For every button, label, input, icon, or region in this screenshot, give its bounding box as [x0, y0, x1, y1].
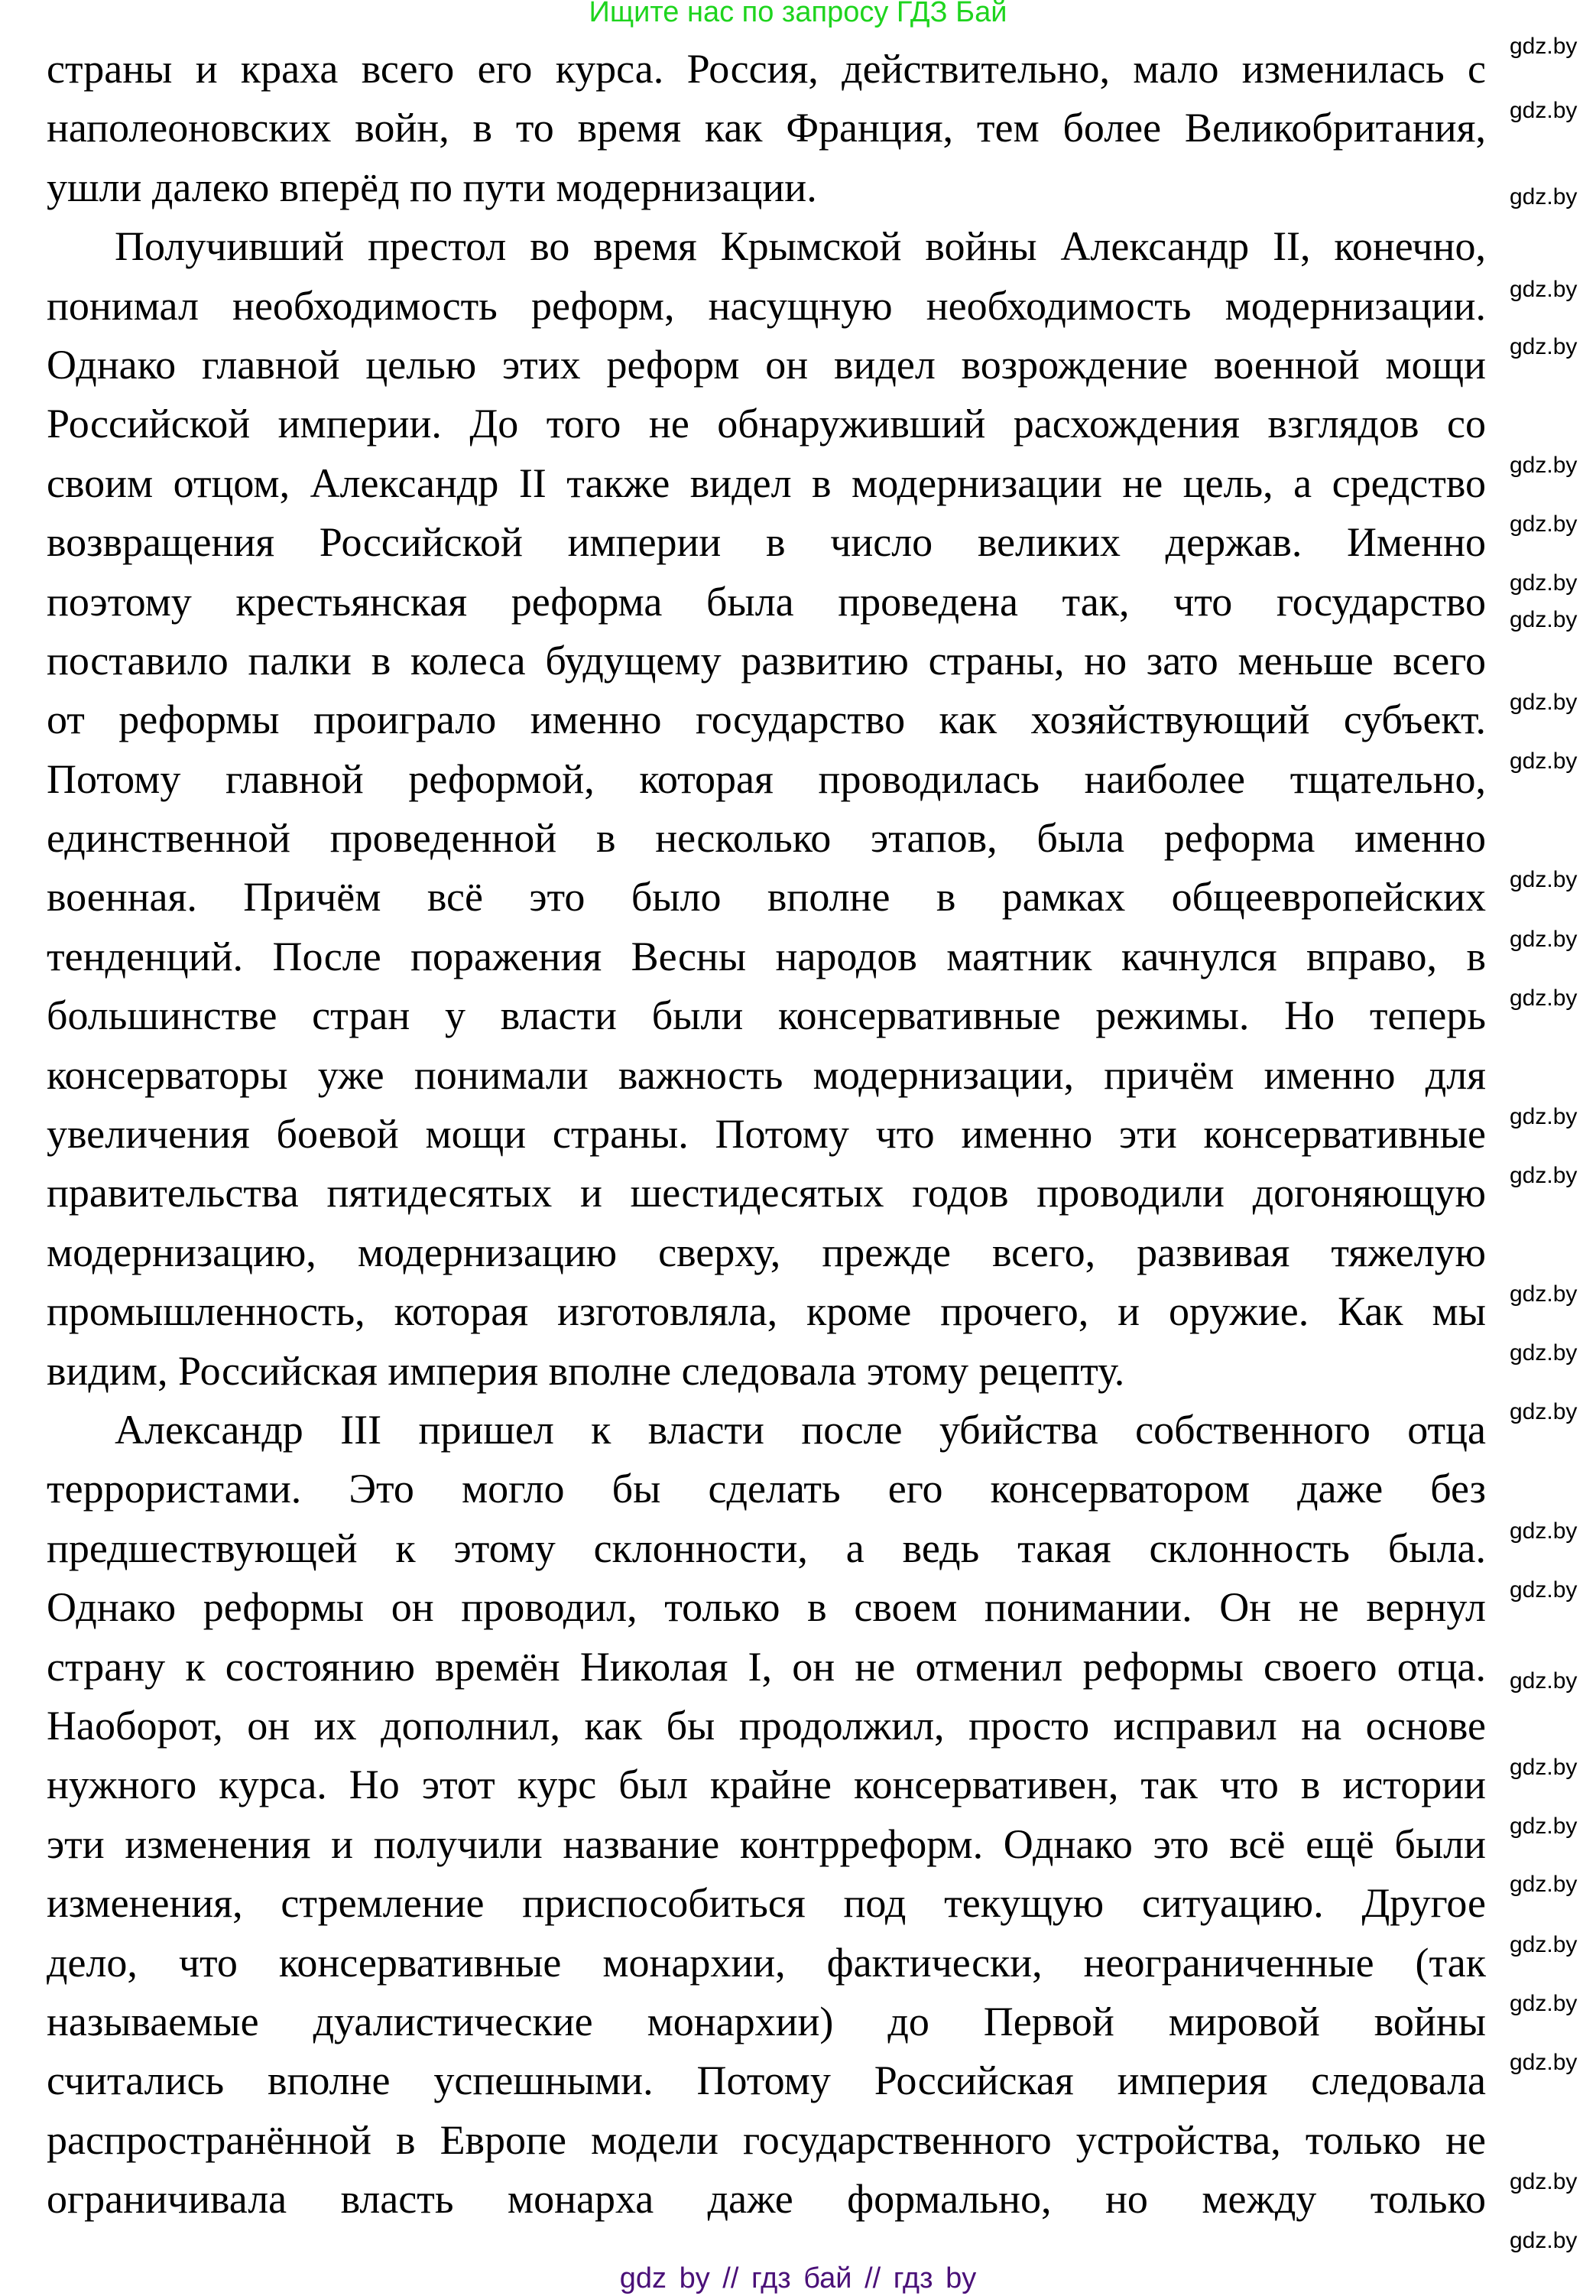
text-line: Однако главной целью этих реформ он видел возрождение военной мощи — [47, 341, 1486, 388]
text-line: ограничивала власть монарха даже формально, но между только — [47, 2176, 1486, 2223]
watermark-text: gdz.by — [1510, 184, 1578, 209]
watermark-text: gdz.by — [1510, 1577, 1578, 1603]
document-body — [47, 40, 1486, 2229]
text-line: распространённой в Европе модели государственного устройства, только не — [47, 2116, 1486, 2163]
text-line: страну к состоянию времён Николая I, он не отменил реформы своего отца. — [47, 1643, 1486, 1690]
watermark-text: gdz.by — [1510, 1872, 1578, 1897]
text-line: от реформы проиграло именно государство как хозяйствующий субъект. — [47, 697, 1486, 743]
watermark-text: gdz.by — [1510, 98, 1578, 123]
text-line: единственной проведенной в несколько этапов, была реформа именно — [47, 815, 1486, 862]
watermark-text: gdz.by — [1510, 1340, 1578, 1366]
watermark-text: gdz.by — [1510, 1104, 1578, 1129]
text-line: своим отцом, Александр II также видел в модернизации не цель, а средство — [47, 460, 1486, 506]
watermark-text: gdz.by — [1510, 1399, 1578, 1424]
watermark-text: gdz.by — [1510, 453, 1578, 478]
text-line: эти изменения и получили название контрреформ. Однако это всё ещё были — [47, 1820, 1486, 1867]
site-footer: gdz by // гдз бай // гдз by — [619, 2262, 977, 2294]
text-line: ушли далеко вперёд по пути модернизации. — [47, 164, 817, 210]
text-line: считались вполне успешными. Потому Российская империя следовала — [47, 2057, 1486, 2104]
text-line: военная. Причём всё это было вполне в рамках общеевропейских — [47, 874, 1486, 921]
watermark-text: gdz.by — [1510, 277, 1578, 302]
watermark-text: gdz.by — [1510, 2050, 1578, 2075]
watermark-text: gdz.by — [1510, 1668, 1578, 1694]
watermark-text: gdz.by — [1510, 2169, 1578, 2194]
text-line: нужного курса. Но этот курс был крайне консервативен, так что в истории — [47, 1762, 1486, 1808]
text-line: поставило палки в колеса будущему развитию страны, но зато меньше всего — [47, 637, 1486, 684]
site-banner: Ищите нас по запросу ГДЗ Бай — [589, 0, 1007, 28]
text-line: правительства пятидесятых и шестидесятых годов проводили догоняющую — [47, 1170, 1486, 1216]
text-line: Российской империи. До того не обнаруживший расхождения взглядов со — [47, 401, 1486, 447]
text-line: предшествующей к этому склонности, а ведь такая склонность была. — [47, 1525, 1486, 1571]
watermark-text: gdz.by — [1510, 986, 1578, 1011]
watermark-text: gdz.by — [1510, 690, 1578, 715]
text-line: возвращения Российской империи в число великих держав. Именно — [47, 519, 1486, 566]
watermark-text: gdz.by — [1510, 607, 1578, 632]
text-line: модернизацию, модернизацию сверху, прежде всего, развивая тяжелую — [47, 1229, 1486, 1275]
text-line: Наоборот, он их дополнил, как бы продолжил, просто исправил на основе — [47, 1702, 1486, 1749]
text-line: наполеоновских войн, в то время как Франция, тем более Великобритания, — [47, 105, 1486, 151]
watermark-text: gdz.by — [1510, 1991, 1578, 2016]
watermark-text: gdz.by — [1510, 334, 1578, 359]
text-line: дело, что консервативные монархии, фактически, неограниченные (так — [47, 1939, 1486, 1986]
text-line: увеличения боевой мощи страны. Потому что именно эти консервативные — [47, 1111, 1486, 1158]
text-line: Александр III пришел к власти после убийства собственного отца — [115, 1406, 1486, 1453]
watermark-text: gdz.by — [1510, 867, 1578, 892]
watermark-text: gdz.by — [1510, 1163, 1578, 1188]
text-line: называемые дуалистические монархии) до Первой мировой войны — [47, 1998, 1486, 2044]
text-line: страны и краха всего его курса. Россия, действительно, мало изменилась с — [47, 46, 1486, 92]
watermark-text: gdz.by — [1510, 1755, 1578, 1780]
text-line: изменения, стремление приспособиться под текущую ситуацию. Другое — [47, 1880, 1486, 1927]
watermark-text: gdz.by — [1510, 749, 1578, 774]
text-line: тенденций. После поражения Весны народов маятник качнулся вправо, в — [47, 933, 1486, 979]
watermark-text: gdz.by — [1510, 2228, 1578, 2253]
text-line: Потому главной реформой, которая проводилась наиболее тщательно, — [47, 755, 1486, 802]
text-line: консерваторы уже понимали важность модернизации, причём именно для — [47, 1051, 1486, 1098]
text-line: террористами. Это могло бы сделать его консерватором даже без — [47, 1466, 1486, 1512]
text-line: промышленность, которая изготовляла, кроме прочего, и оружие. Как мы — [47, 1288, 1486, 1335]
watermark-text: gdz.by — [1510, 1281, 1578, 1307]
text-line: Однако реформы он проводил, только в своем понимании. Он не вернул — [47, 1584, 1486, 1631]
text-line: понимал необходимость реформ, насущную необходимость модернизации. — [47, 282, 1486, 329]
text-line: Получивший престол во время Крымской войны Александр II, конечно, — [115, 223, 1486, 270]
watermark-text: gdz.by — [1510, 1518, 1578, 1544]
text-line: поэтому крестьянская реформа была проведена так, что государство — [47, 578, 1486, 625]
watermark-text: gdz.by — [1510, 1814, 1578, 1839]
text-line: большинстве стран у власти были консервативные режимы. Но теперь — [47, 992, 1486, 1039]
watermark-text: gdz.by — [1510, 1932, 1578, 1957]
watermark-text: gdz.by — [1510, 511, 1578, 537]
text-line: видим, Российская империя вполне следовала этому рецепту. — [47, 1347, 1125, 1394]
watermark-text: gdz.by — [1510, 570, 1578, 596]
watermark-text: gdz.by — [1510, 34, 1578, 59]
watermark-text: gdz.by — [1510, 927, 1578, 952]
